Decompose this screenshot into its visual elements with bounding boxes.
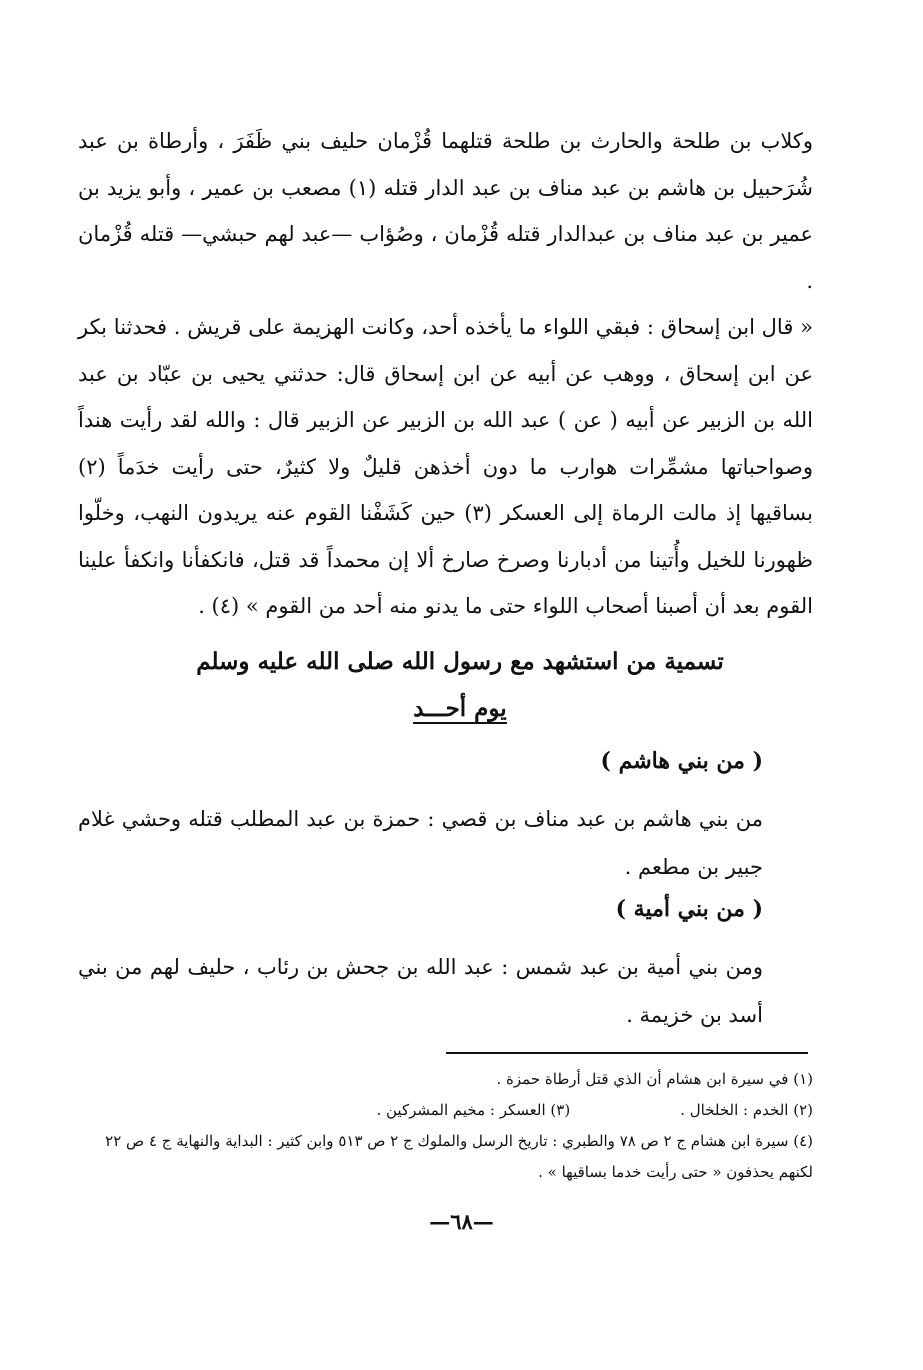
- section-subheading: [160, 695, 760, 722]
- page-number: —٦٨—: [429, 1209, 494, 1234]
- subsection-title-bani-hashim: ( من بني هاشم ): [600, 748, 763, 774]
- footnotes: [78, 1064, 813, 1188]
- paragraph-killed-list: وكلاب بن طلحة والحارث بن طلحة قتلهما قُزْمان حليف بني ظَفَرَ ، وأرطاة بن عبد شُرَحبيل بن هاشم بن عبد مناف بن عبد الدار قتله (١) مصعب بن عمير ، وأبو يزيد بن عمير بن عبد مناف بن عبدالدار قتله قُزْمان ، وصُؤاب —عبد لهم حبشي— قتله قُزْمان .: [78, 129, 813, 293]
- subsection-title-bani-umayya: ( من بني أمية ): [615, 896, 763, 922]
- subsection-text-bani-umayya: ومن بني أمية بن عبد شمس : عبد الله بن جحش بن رئاب ، حليف لهم من بني أسد بن خزيمة .: [78, 955, 763, 1027]
- footnote-1: (١) في سيرة ابن هشام أن الذي قتل أرطاة حمزة .: [496, 1070, 813, 1088]
- footnote-3: (٣) العسكر : مخيم المشركين .: [376, 1101, 571, 1119]
- footnote-4: (٤) سيرة ابن هشام ج ٢ ص ٧٨ والطبري : تاريخ الرسل والملوك ج ٢ ص ٥١٣ وابن كثير : البداية والنهاية ج ٤ ص ٢٢ لكنهم يحذفون « حتى رأيت خدما بساقيها » .: [105, 1132, 813, 1181]
- subsection-text-bani-hashim: من بني هاشم بن عبد مناف بن قصي : حمزة بن عبد المطلب قتله وحشي غلام جبير بن مطعم .: [78, 807, 763, 879]
- section-heading: تسمية من استشهد مع رسول الله صلى الله عليه وسلم: [196, 648, 724, 675]
- footnote-divider: [446, 1052, 808, 1054]
- subheading-text: يوم أحـــد: [413, 695, 507, 722]
- footnote-row-2-3: [78, 1095, 813, 1126]
- paragraph-ibn-ishaq-narration: « قال ابن إسحاق : فبقي اللواء ما يأخذه أحد، وكانت الهزيمة على قريش . فحدثنا بكر عن ابن إسحاق ، ووهب عن أبيه عن ابن إسحاق قال: حدثني يحيى بن عبّاد بن عبد الله بن الزبير عن أبيه ( عن ) عبد الله بن الزبير عن الزبير قال : والله لقد رأيت هنداً وصواحباتها مشمِّرات هوارب ما دون أخذهن قليلٌ ولا كثيرٌ، حتى رأيت خدَماً (٢) بساقيها إذ مالت الرماة إلى العسكر (٣) حين كَشَفْنا القوم عنه يريدون النهب، وخلّوا ظهورنا للخيل وأُتينا من أدبارنا وصرخ صارخ ألا إن محمداً قد قتل، فانكفأنا وانكفأ علينا القوم بعد أن أصبنا أصحاب اللواء حتى ما يدنو منه أحد من القوم » (٤) .: [78, 315, 814, 618]
- main-text: [78, 118, 813, 630]
- footnote-2: (٢) الخدم : الخلخال .: [680, 1101, 813, 1119]
